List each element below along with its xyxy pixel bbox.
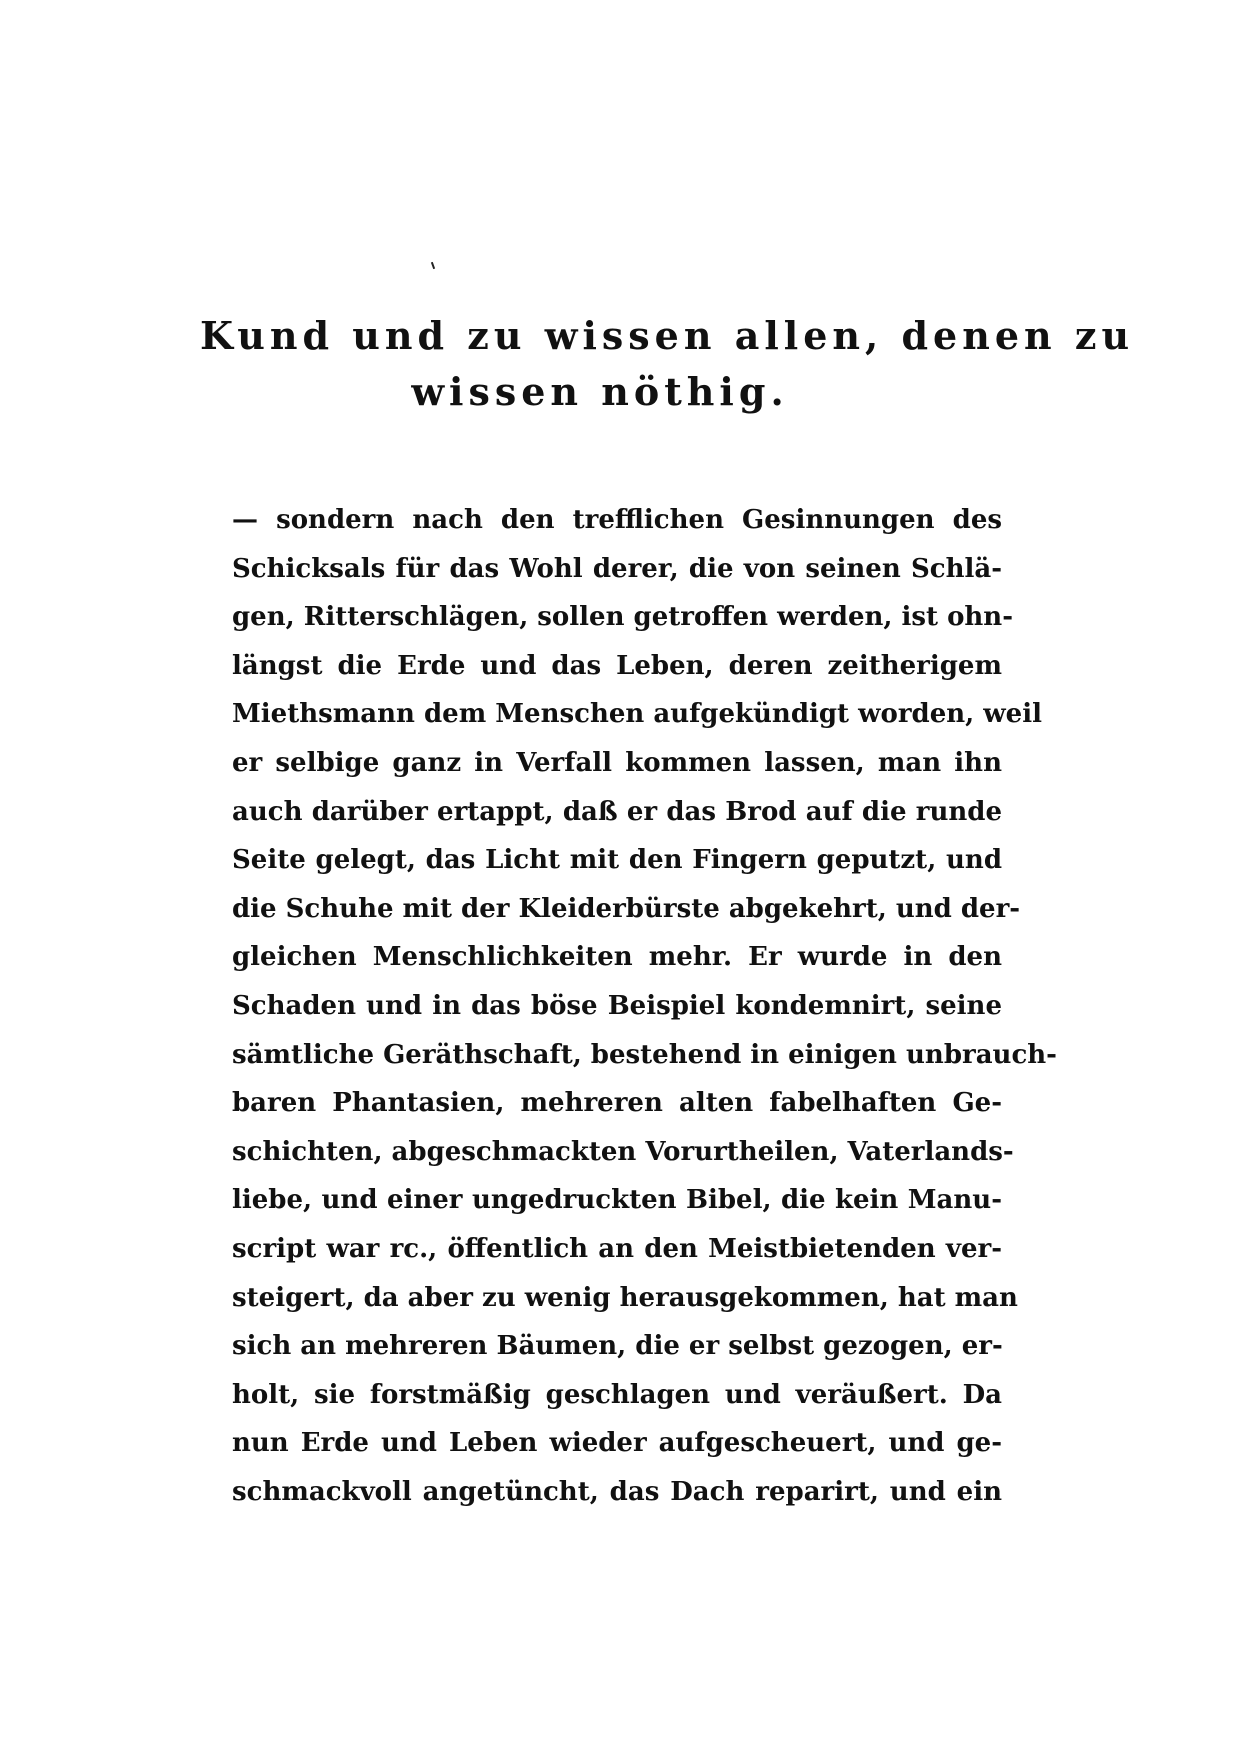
body-line-19: holt, sie forstmäßig geschlagen und veräußert. Da [232,1379,1002,1410]
body-line-7: auch darüber ertappt, daß er das Brod auf die runde [232,796,1002,827]
body-line-1: — sondern nach den trefflichen Gesinnungen des [232,505,1002,535]
body-line-18: sich an mehreren Bäumen, die er selbst gezogen, er- [232,1331,1003,1362]
body-line-20: nun Erde und Leben wieder aufgescheuert, und ge- [232,1428,1002,1459]
body-line-5: Miethsmann dem Menschen aufgekündigt worden, weil [232,699,1042,730]
body-line-6: er selbige ganz in Verfall kommen lassen, man ihn [232,747,1002,778]
body-line-4: längst die Erde und das Leben, deren zeitherigem [232,650,1002,681]
body-line-10: gleichen Menschlichkeiten mehr. Er wurde in den [232,942,1002,973]
body-line-15: liebe, und einer ungedruckten Bibel, die kein Manu- [232,1185,1002,1216]
body-line-9: die Schuhe mit der Kleiderbürste abgekehrt, und der- [232,893,1021,924]
chapter-heading [200,308,1135,420]
body-line-13: baren Phantasien, mehreren alten fabelhaften Ge- [232,1088,1002,1119]
body-line-17: steigert, da aber zu wenig herausgekommen, hat man [232,1282,1018,1313]
ink-speck [431,262,435,269]
heading-line-1: Kund und zu wissen allen, denen zu [200,313,1135,358]
body-line-16: script war rc., öffentlich an den Meistbietenden ver- [232,1233,1002,1264]
body-line-2: Schicksals für das Wohl derer, die von seinen Schlä- [232,553,1002,584]
body-line-8: Seite gelegt, das Licht mit den Fingern geputzt, und [232,845,1002,876]
body-line-21: schmackvoll angetüncht, das Dach reparirt, und ein [232,1476,1002,1507]
body-line-11: Schaden und in das böse Beispiel kondemnirt, seine [232,990,1002,1021]
body-line-14: schichten, abgeschmackten Vorurtheilen, Vaterlands- [232,1136,1014,1167]
body-paragraph [232,496,1057,1516]
body-line-12: sämtliche Geräthschaft, bestehend in einigen unbrauch- [232,1039,1057,1070]
heading-line-2: wissen nöthig. [411,369,789,414]
body-line-3: gen, Ritterschlägen, sollen getroffen werden, ist ohn- [232,602,1014,633]
